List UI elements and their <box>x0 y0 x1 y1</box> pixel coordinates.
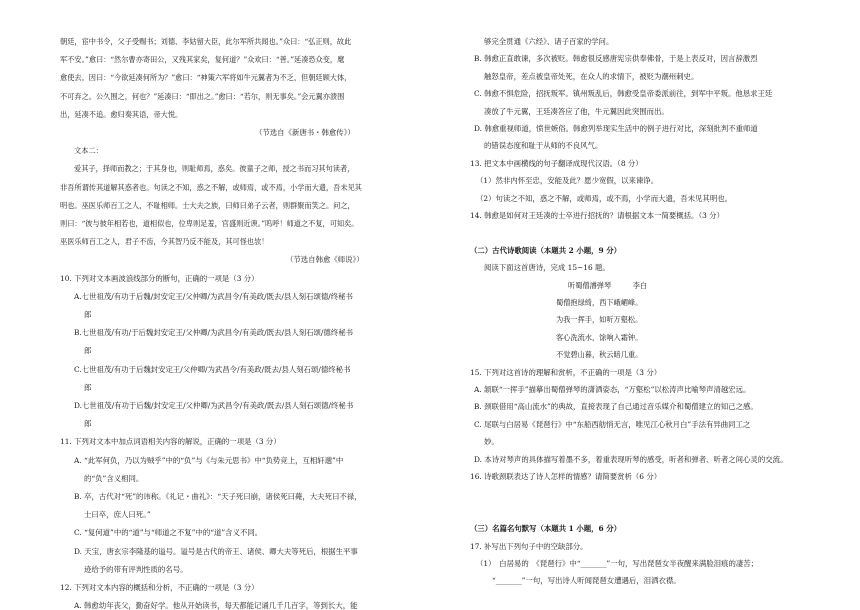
left-text-line: D. 天宝，唐玄宗李隆基的谥号。谥号是古代的帝王、诸侯、卿大夫等死后，根据生平事 <box>74 546 358 556</box>
left-text-line: 郎 <box>84 310 92 319</box>
right-text-line: 妙。 <box>484 437 499 447</box>
left-text-line: （节选自《新唐书・韩愈传》） <box>255 128 355 137</box>
right-text-line: 13. 把文本中画横线的句子翻译成现代汉语。（8 分） <box>470 158 643 168</box>
right-text-line: （2）句读之不知，惑之不解，或师焉，或不焉，小学而大遗，吾未见其明也。 <box>476 193 732 203</box>
right-text-line: 阅读下面这首唐诗，完成 15~16 题。 <box>484 263 610 273</box>
left-text-line: B.七世祖茂/有功/于后魏封安定王/父仲卿/为武昌令/有美政/既去/县人刻石颂/德终秘书 <box>74 328 353 338</box>
left-text-line: 10. 下列对文本画波浪线部分的断句，正确的一项是（3 分） <box>60 273 259 283</box>
left-text-line: 郎 <box>84 419 92 429</box>
left-text-line: D.七世祖茂/有功于后魏/封安定王/父仲卿/为武昌令/有美政/既去/县人刻石颂德/终秘书 <box>74 401 354 410</box>
right-text-line: 听蜀僧濬弹琴 李白 <box>568 280 648 290</box>
right-text-line: A. 颔联“一挥手”描摹出蜀僧弹琴的潇洒姿态，“万壑松”以松涛声比喻琴声清越宏远。 <box>474 385 751 394</box>
right-text-line: （1） 白居易的 《琵琶行》中“_______”一句，写出琵琶女半夜醒来满脸泪痕的凄苦； <box>476 559 759 568</box>
right-text-line: D. 本诗对琴声的具体描写着墨不多，着重表现听琴的感受，听者和弹者、听者之间心灵的交流。 <box>474 454 788 464</box>
left-text-line: 则曰：“彼与彼年相若也，道相似也，位卑则足羞，官盛则近谀。”呜呼！师道之不复，可知矣。 <box>60 219 359 228</box>
left-text-line: 11. 下列对文本中加点词语相关内容的解说，正确的一项是（3 分） <box>60 437 281 447</box>
left-text-line: A.七世祖茂/有功于后魏/封安定王/父仲卿/为武昌令/有美政/既去/县人刻石颂德/终秘书 <box>74 291 353 301</box>
right-text-line: （1）然非内怀至忠，安能及此？愿少宽假，以来谏诤。 <box>476 176 659 186</box>
left-text-line: 爱其子，择师而教之；于其身也，则耻师焉，惑矣。彼童子之师，授之书而习其句读者， <box>74 164 355 174</box>
right-text-line: 17. 补写出下列句子中的空缺部分。 <box>470 541 588 551</box>
left-text-line: C.七世祖茂/有功于后魏封安定王/父仲卿/为武昌令/有美政/既去/县人刻石颂/德终秘书 <box>74 364 351 374</box>
left-text-line: 郎 <box>84 382 92 392</box>
left-text-line: 朝廷，宦中书令，父子受赐书；刘德、李姑留大臣，此尔军所共闻也。”众曰：“弘正则，故此 <box>60 37 352 46</box>
left-text-line: A. 韩愈幼年丧父，勤奋好学。他从开始读书，每天都能记诵几千几百字，等到长大，能 <box>74 601 358 610</box>
left-text-line: 郎 <box>84 346 92 356</box>
right-text-line: 16. 诗歌颈联表达了诗人怎样的情感？请简要赏析（6 分） <box>470 472 662 481</box>
right-text-line: 14. 韩愈是如何对王廷凑的士卒进行招抚的？请根据文本一简要概括。（3 分） <box>470 211 724 220</box>
right-text-line: 够完全贯通《六经》、诸子百家的学问。 <box>484 37 614 46</box>
left-text-line: 出，延凑不追。愈归奏其语，帝大悦。 <box>60 109 183 119</box>
right-text-line: D. 韩愈重视师道，愤世嫉俗。韩愈列举现实生活中的例子进行对比，深刻批判不重师道 <box>474 124 758 133</box>
left-text-line: 巫医乐师百工之人，君子不齿，今其智乃反不能及，其可怪也欤！ <box>60 237 269 247</box>
right-text-line: B. 颈联借用“高山流水”的典故，直接表现了自己通过音乐媒介和蜀僧建立的知己之感。 <box>474 402 758 412</box>
left-text-line: B. 卒，古代对“死”的讳称。《礼记・曲礼》：“天子死曰崩，诸侯死曰薨，大夫死曰不禄， <box>74 492 362 501</box>
left-text-line: （节选自韩愈《师说》） <box>286 255 364 265</box>
left-text-line: A. “此军何负，乃以为贼乎”中的“负”与《与朱元思书》中“负势竞上，互相轩邈”中 <box>74 455 344 465</box>
left-text-line: 明也。巫医乐师百工之人，不耻相师。士大夫之族，曰师曰弟子云者，则群聚而笑之。问之， <box>60 200 355 210</box>
right-text-line: （三）名篇名句默写（本题共 1 小题，6 分） <box>470 524 622 534</box>
right-text-line: 触怒皇帝，差点被皇帝处死，在众人的求情下，被贬为潮州刺史。 <box>484 71 699 81</box>
right-text-line: 客心洗流水，馀响入霜钟。 <box>556 332 643 342</box>
right-text-line: （二）古代诗歌阅读（本题共 2 小题，9 分） <box>470 245 622 255</box>
right-text-line: B. 韩愈正直敢谏，多次被贬。韩愈很反感唐宪宗供奉佛骨，于是上表反对，因言辞激烈 <box>474 54 758 64</box>
left-text-line: 愈使去。因曰：“今欲延凑何所为？”愈曰：“神策六军将如牛元翼者为不乏，但朝廷顾大体， <box>60 73 352 83</box>
right-text-line: 不觉碧山暮，秋云暗几重。 <box>556 350 643 360</box>
left-text-line: 不可弃之。公久围之，何也？”延凑曰：“即出之。”愈曰：“若尔，则无事矣。”会元翼亦溃围 <box>60 91 345 101</box>
right-text-line: 15. 下列对这首诗的理解和赏析，不正确的一项是（3 分） <box>470 367 662 377</box>
left-text-line: 士曰卒，庶人曰死。” <box>84 510 151 520</box>
right-text-line: 为我一挥手，如听万壑松。 <box>556 315 643 325</box>
right-text-line: “_______”一句，写出诗人听闻琵琶女遭遇后，泪洒衣襟。 <box>492 576 681 586</box>
right-text-line: C. 尾联与白居易《琵琶行》中“东船西舫悄无言，唯见江心秋月白”手法有异曲同工之 <box>474 419 751 429</box>
left-text-line: 12. 下列对文本内容的概括和分析，不正确的一项是（3 分） <box>60 583 259 592</box>
right-text-line: 的错误态度和耻于从师的不良风气。 <box>484 141 603 151</box>
left-text-line: 迹给予的带有评判性质的名号。 <box>84 564 188 574</box>
left-text-line: 的“负”含义相同。 <box>84 473 144 483</box>
left-text-line: 文本二： <box>74 146 103 156</box>
right-text-line: 蜀僧抱绿绮，西下峨嵋峰。 <box>556 298 643 307</box>
right-text-line: C. 韩愈不惧危险，招抚叛军。镇州叛乱后，韩愈受皇帝委派前往，到军中平叛。他恳求王廷 <box>474 89 773 99</box>
left-text-line: 非吾所谓传其道解其惑者也。句读之不知，惑之不解，或师焉，或不焉，小学而大遗，吾未见其 <box>60 182 362 192</box>
left-text-line: 军不安。”愈曰：“然尔曹亦寄田公，又残其家矣，复何道？”众欢曰：“善。”延凑恐众变，麾 <box>60 55 345 65</box>
right-text-line: 凑放了牛元翼，王廷凑答应了他，牛元翼因此突围而出。 <box>484 106 669 116</box>
left-text-line: C. “复何道”中的“道”与“师道之不复”中的“道”含义不同。 <box>74 528 263 538</box>
